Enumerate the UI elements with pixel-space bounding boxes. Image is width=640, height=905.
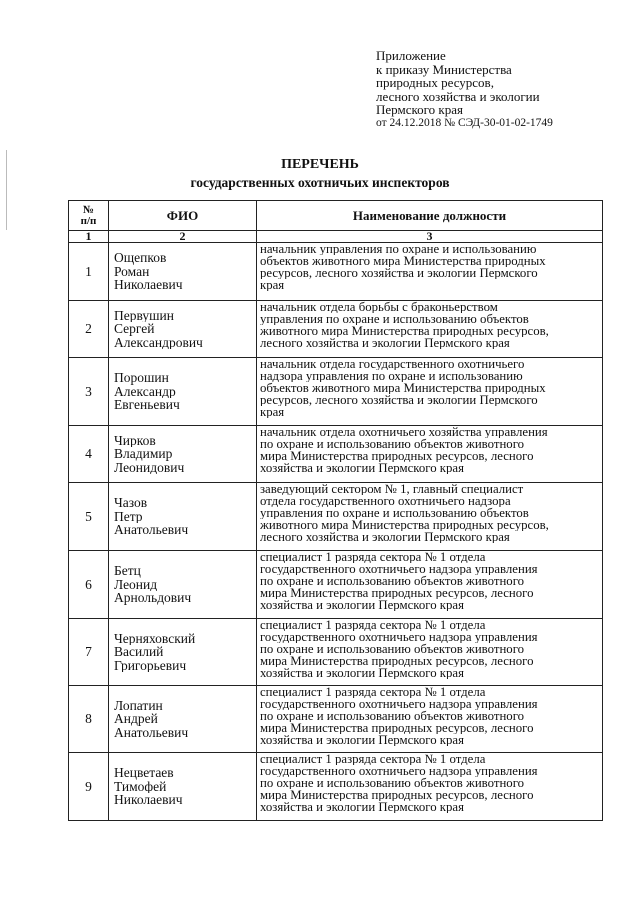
fio-line: Анатольевич — [114, 523, 189, 537]
row-number: 1 — [69, 243, 109, 301]
document-title: ПЕРЕЧЕНЬ — [281, 157, 359, 172]
row-position — [257, 686, 603, 753]
position-line: государственного охотничьего надзора управления — [260, 698, 538, 710]
position-line: отдела государственного охотничьего надзора — [260, 495, 511, 507]
table-row — [69, 301, 603, 358]
document-subtitle: государственных охотничьих инспекторов — [190, 175, 450, 190]
position-line: животного мира Министерства природных ресурсов, — [260, 325, 549, 337]
position-line: специалист 1 разряда сектора № 1 отдела — [260, 753, 486, 765]
position-line: ресурсов, лесного хозяйства и экологии Пермского — [260, 267, 538, 279]
fio-line: Евгеньевич — [114, 398, 180, 412]
header-number — [69, 201, 109, 231]
appendix-line: Приложение — [376, 48, 446, 63]
position-line: хозяйства и экологии Пермского края — [260, 801, 464, 813]
row-fio — [109, 551, 257, 619]
row-fio — [109, 483, 257, 551]
position-line: специалист 1 разряда сектора № 1 отдела — [260, 551, 486, 563]
table-row — [69, 686, 603, 753]
fio-line: Петр — [114, 509, 143, 524]
fio-line: Николаевич — [114, 793, 183, 807]
appendix-line: природных ресурсов, — [376, 75, 494, 90]
position-line: заведующий сектором № 1, главный специалист — [260, 483, 524, 495]
position-line: мира Министерства природных ресурсов, лесного — [260, 655, 534, 667]
row-number: 2 — [69, 301, 109, 358]
position-line: хозяйства и экологии Пермского края — [260, 734, 464, 746]
position-line: животного мира Министерства природных ресурсов, — [260, 519, 549, 531]
position-line: мира Министерства природных ресурсов, лесного — [260, 450, 534, 462]
fio-line: Первушин — [114, 308, 174, 323]
position-line: лесного хозяйства и экологии Пермского края — [260, 531, 510, 543]
position-line: государственного охотничьего надзора управления — [260, 765, 538, 777]
fio-line: Арнольдович — [114, 591, 192, 605]
position-line: мира Министерства природных ресурсов, лесного — [260, 722, 534, 734]
position-line: управления по охране и использованию объектов — [260, 313, 529, 325]
fio-line: Тимофей — [114, 779, 167, 794]
table-index-row — [69, 231, 603, 243]
position-line: ресурсов, лесного хозяйства и экологии Пермского — [260, 394, 538, 406]
table-row — [69, 426, 603, 483]
row-position — [257, 243, 603, 301]
fio-line: Василий — [114, 645, 164, 659]
position-line: государственного охотничьего надзора управления — [260, 563, 538, 575]
fio-line: Владимир — [114, 447, 173, 461]
appendix-date-line: от 24.12.2018 № СЭД-30-01-02-1749 — [376, 116, 553, 129]
fio-line: Нецветаев — [114, 766, 174, 780]
fio-line: Леонидович — [114, 460, 185, 475]
position-line: по охране и использованию объектов животного — [260, 643, 525, 655]
table-row — [69, 243, 603, 301]
position-line: хозяйства и экологии Пермского края — [260, 462, 464, 474]
table-row — [69, 753, 603, 821]
position-line: по охране и использованию объектов животного — [260, 438, 525, 450]
row-number: 7 — [69, 619, 109, 686]
position-line: объектов животного мира Министерства природных — [260, 382, 546, 394]
row-fio — [109, 686, 257, 753]
index-cell: 3 — [257, 231, 603, 243]
fio-line: Анатольевич — [114, 725, 189, 740]
position-line: по охране и использованию объектов животного — [260, 710, 525, 722]
fio-line: Роман — [114, 264, 150, 279]
fio-line: Сергей — [114, 322, 155, 336]
fio-line: Черняховский — [114, 631, 196, 646]
fio-line: Николаевич — [114, 278, 183, 292]
appendix-line: Пермского края — [376, 102, 463, 117]
header-number-line1: № — [82, 203, 95, 216]
row-position — [257, 426, 603, 483]
row-number: 5 — [69, 483, 109, 551]
position-line: лесного хозяйства и экологии Пермского края — [260, 337, 510, 349]
position-line: края — [260, 279, 285, 291]
position-line: начальник отдела борьбы с браконьерством — [260, 301, 498, 313]
row-number: 9 — [69, 753, 109, 821]
appendix-line: лесного хозяйства и экологии — [376, 88, 540, 104]
position-line: государственного охотничьего надзора управления — [260, 631, 538, 643]
position-line: мира Министерства природных ресурсов, лесного — [260, 789, 534, 801]
row-fio — [109, 619, 257, 686]
fio-line: Александрович — [114, 335, 203, 350]
fio-line: Григорьевич — [114, 658, 187, 673]
table-header-row — [69, 201, 603, 231]
fio-line: Порошин — [114, 371, 169, 385]
position-line: по охране и использованию объектов животного — [260, 777, 525, 789]
fio-line: Чазов — [114, 496, 148, 510]
fio-line: Чирков — [114, 433, 156, 448]
inspectors-table — [68, 200, 603, 821]
position-line: начальник управления по охране и использованию — [260, 243, 537, 255]
table-row — [69, 551, 603, 619]
position-line: объектов животного мира Министерства природных — [260, 255, 546, 267]
table-body — [69, 243, 603, 821]
index-cell: 1 — [69, 231, 109, 243]
row-number: 6 — [69, 551, 109, 619]
row-position — [257, 753, 603, 821]
row-fio — [109, 753, 257, 821]
row-number: 8 — [69, 686, 109, 753]
row-fio — [109, 301, 257, 358]
fio-line: Александр — [114, 384, 176, 399]
table-row — [69, 619, 603, 686]
position-line: начальник отдела охотничьего хозяйства управления — [260, 426, 548, 438]
position-line: начальник отдела государственного охотничьего — [260, 358, 525, 370]
position-line: специалист 1 разряда сектора № 1 отдела — [260, 619, 486, 631]
row-fio — [109, 426, 257, 483]
appendix-line: к приказу Министерства — [376, 61, 512, 77]
header-position: Наименование должности — [257, 201, 603, 231]
index-cell: 2 — [109, 231, 257, 243]
position-line: специалист 1 разряда сектора № 1 отдела — [260, 686, 486, 698]
table-row — [69, 483, 603, 551]
row-fio — [109, 243, 257, 301]
position-line: края — [260, 406, 285, 418]
fio-line: Андрей — [114, 712, 158, 726]
table-row — [69, 358, 603, 426]
header-number-line2: п/п — [80, 214, 97, 227]
row-position — [257, 619, 603, 686]
row-position — [257, 358, 603, 426]
row-number: 3 — [69, 358, 109, 426]
fio-line: Лопатин — [114, 698, 163, 713]
position-line: надзора управления по охране и использованию — [260, 370, 523, 382]
row-position — [257, 301, 603, 358]
position-line: хозяйства и экологии Пермского края — [260, 599, 464, 611]
appendix-block — [376, 49, 553, 130]
row-position — [257, 551, 603, 619]
position-line: хозяйства и экологии Пермского края — [260, 667, 464, 679]
row-number: 4 — [69, 426, 109, 483]
position-line: мира Министерства природных ресурсов, лесного — [260, 587, 534, 599]
row-fio — [109, 358, 257, 426]
header-fio: ФИО — [109, 201, 257, 231]
position-line: управления по охране и использованию объектов — [260, 507, 529, 519]
position-line: по охране и использованию объектов животного — [260, 575, 525, 587]
fio-line: Леонид — [114, 577, 158, 592]
row-position — [257, 483, 603, 551]
fio-line: Ощепков — [114, 251, 167, 265]
fio-line: Бетц — [114, 564, 141, 578]
